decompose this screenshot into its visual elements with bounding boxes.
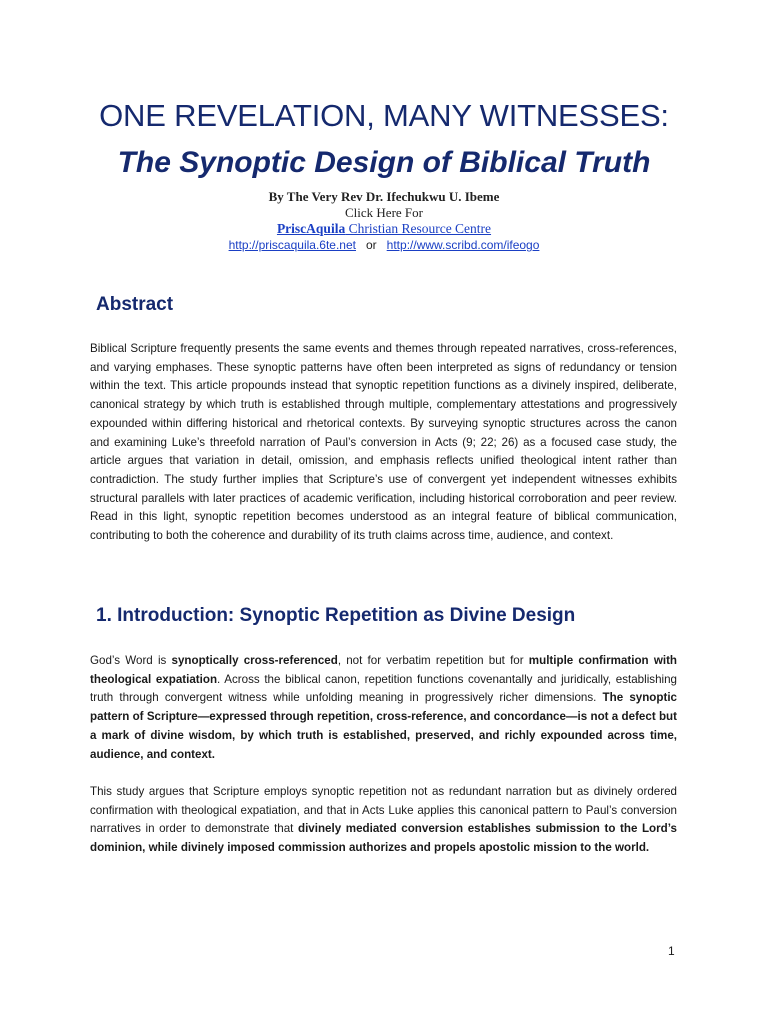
click-here-text: Click Here For	[345, 205, 423, 220]
intro-p1-bold-3: The synoptic pattern of Scripture—expressed through repetition, cross-reference, and concordance—is not a defect but a mark of divine wisdom, by which truth is established, preserved, and richly expounded across time, audience, and context.	[90, 691, 677, 761]
intro-p2-text-1: This study argues that Scripture employs synoptic repetition not as redundant narration but as divinely ordered confirmation with theological expatiation, and that in Acts Luke applies this canonical pattern to Paul’s conversion narratives in order to demonstrate that	[90, 785, 677, 836]
title-line-1: ONE REVELATION, MANY WITNESSES:	[99, 98, 669, 133]
intro-p1-text-3: . Across the biblical canon, repetition functions covenantally and juridically, establishing truth through convergent witness while unfolding meaning in progressively richer dimensions.	[90, 672, 677, 705]
resource-centre-link[interactable]	[277, 221, 491, 236]
author-byline: By The Very Rev Dr. Ifechukwu U. Ibeme	[268, 189, 500, 204]
abstract-paragraph: Biblical Scripture frequently presents the same events and themes through repeated narratives, cross-references, and varying emphases. These synoptic patterns have often been interpreted as signs of redundancy or tension within the text. This article propounds instead that synoptic repetition functions as a divinely inspired, deliberate, canonical strategy by which truth is established through multiple, complementary attestations and progressively expounded within differing historical and rhetorical contexts. By surveying synoptic structures across the canon and examining Luke’s threefold narration of Paul’s conversion in Acts (9; 22; 26) as a focused case study, the article argues that variation in detail, omission, and emphasis reflects unified theological intent rather than contradiction. The study further implies that Scripture’s use of convergent yet independent witnesses exhibits structural parallels with later practices of academic verification, including historical corroboration and peer review. Read in this light, synoptic repetition becomes understood as an integral feature of biblical communication, contributing to both the coherence and durability of its truth claims across time, audience, and context.	[90, 342, 677, 543]
introduction-heading: 1. Introduction: Synoptic Repetition as Divine Design	[96, 605, 576, 626]
scribd-url-link[interactable]: http://www.scribd.com/ifeogo	[386, 238, 540, 252]
intro-p1-text-1: God’s Word is	[90, 654, 172, 667]
intro-p2-bold-1: divinely mediated conversion establishes submission to the Lord’s dominion, while divinely imposed commission authorizes and propels apostolic mission to the world.	[90, 822, 677, 855]
page-number: 1	[668, 944, 675, 958]
url-line	[0, 238, 768, 252]
resource-name-rest: Christian Resource Centre	[345, 221, 492, 236]
title-line-2: The Synoptic Design of Biblical Truth	[117, 146, 651, 179]
introduction-paragraph-2	[90, 783, 677, 858]
introduction-paragraph-1	[90, 652, 677, 764]
url-separator: or	[366, 238, 377, 252]
abstract-heading: Abstract	[96, 294, 174, 315]
intro-p1-bold-2: multiple confirmation with theological expatiation	[90, 654, 678, 686]
resource-centre-line	[0, 221, 768, 237]
intro-p1-text-2: , not for verbatim repetition but for	[337, 654, 529, 667]
priscaquila-url-link[interactable]: http://priscaquila.6te.net	[228, 238, 356, 252]
intro-p1-bold-1: synoptically cross-referenced	[171, 654, 338, 667]
resource-name-bold: PriscAquila	[276, 221, 346, 236]
